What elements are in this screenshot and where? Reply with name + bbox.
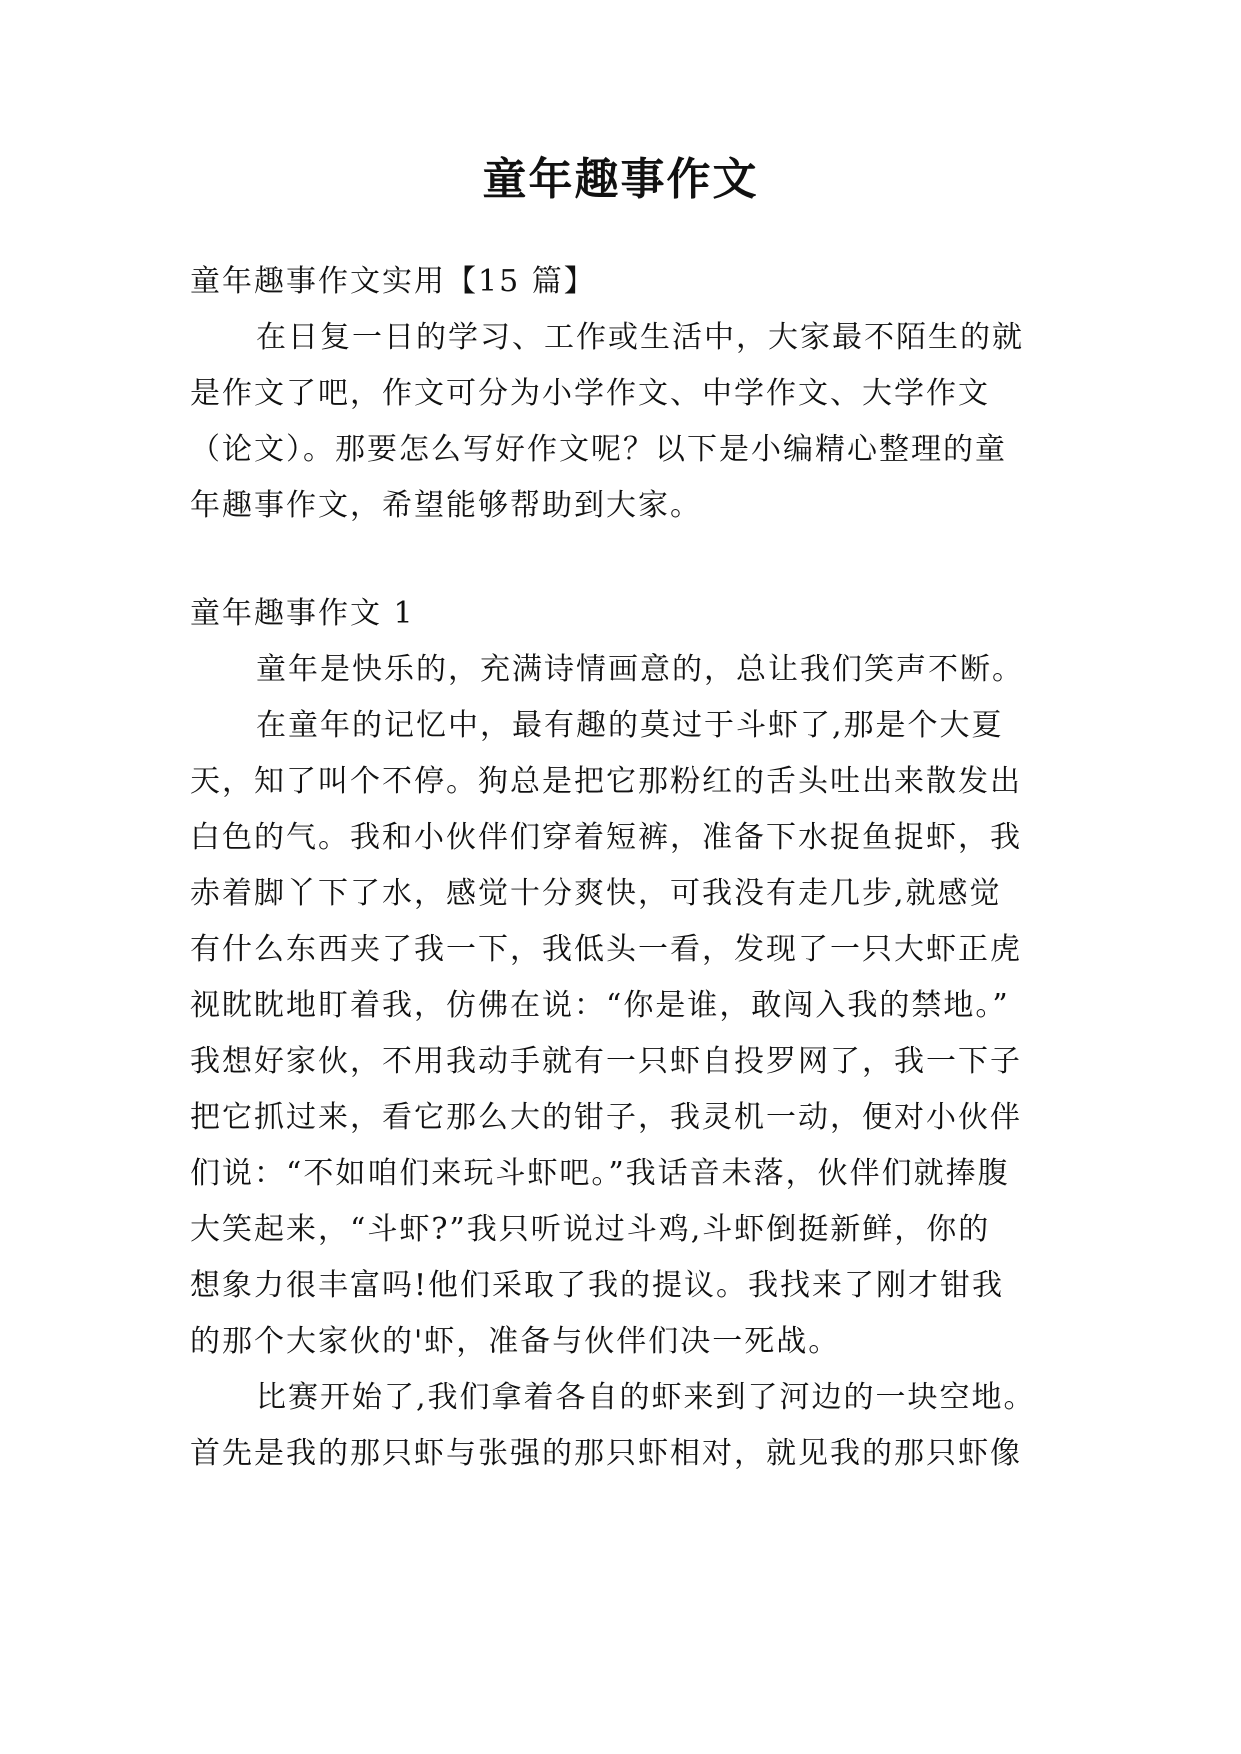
text-line: 我想好家伙，不用我动手就有一只虾自投罗网了，我一下子 <box>190 1044 1022 1079</box>
text-line: 赤着脚丫下了水，感觉十分爽快，可我没有走几步,就感觉 <box>190 876 1002 911</box>
text-line: 白色的气。我和小伙伴们穿着短裤，准备下水捉鱼捉虾，我 <box>190 820 1022 855</box>
text-line: 在童年的记忆中，最有趣的莫过于斗虾了,那是个大夏 <box>256 708 1004 743</box>
text-line: （论文）。那要怎么写好作文呢？以下是小编精心整理的童 <box>190 432 1007 467</box>
text-line: 把它抓过来，看它那么大的钳子，我灵机一动，便对小伙伴 <box>190 1100 1022 1135</box>
text-line: 天，知了叫个不停。狗总是把它那粉红的舌头吐出来散发出 <box>190 764 1022 799</box>
text-line: 的那个大家伙的'虾，准备与伙伴们决一死战。 <box>190 1324 841 1359</box>
text-line: 是作文了吧，作文可分为小学作文、中学作文、大学作文 <box>190 376 990 411</box>
subtitle-line: 童年趣事作文实用【15 篇】 <box>190 264 596 299</box>
text-line: 比赛开始了,我们拿着各自的虾来到了河边的一块空地。 <box>256 1380 1036 1415</box>
text-line: 首先是我的那只虾与张强的那只虾相对，就见我的那只虾像 <box>190 1436 1022 1471</box>
text-line: 有什么东西夹了我一下，我低头一看，发现了一只大虾正虎 <box>190 932 1022 967</box>
text-line: 视眈眈地盯着我，仿佛在说：“你是谁，敢闯入我的禁地。” <box>190 988 1010 1023</box>
text-line: 们说：“不如咱们来玩斗虾吧。”我话音未落，伙伴们就捧腹 <box>190 1156 1010 1191</box>
text-line: 年趣事作文，希望能够帮助到大家。 <box>190 488 702 523</box>
document-title: 童年趣事作文 <box>482 154 759 205</box>
text-line: 在日复一日的学习、工作或生活中，大家最不陌生的就 <box>256 320 1024 355</box>
text-line: 童年是快乐的，充满诗情画意的，总让我们笑声不断。 <box>256 652 1024 687</box>
section-heading: 童年趣事作文 1 <box>190 596 415 631</box>
text-line: 大笑起来，“斗虾?”我只听说过斗鸡,斗虾倒挺新鲜，你的 <box>190 1212 991 1247</box>
text-line: 想象力很丰富吗!他们采取了我的提议。我找来了刚才钳我 <box>190 1268 1005 1303</box>
